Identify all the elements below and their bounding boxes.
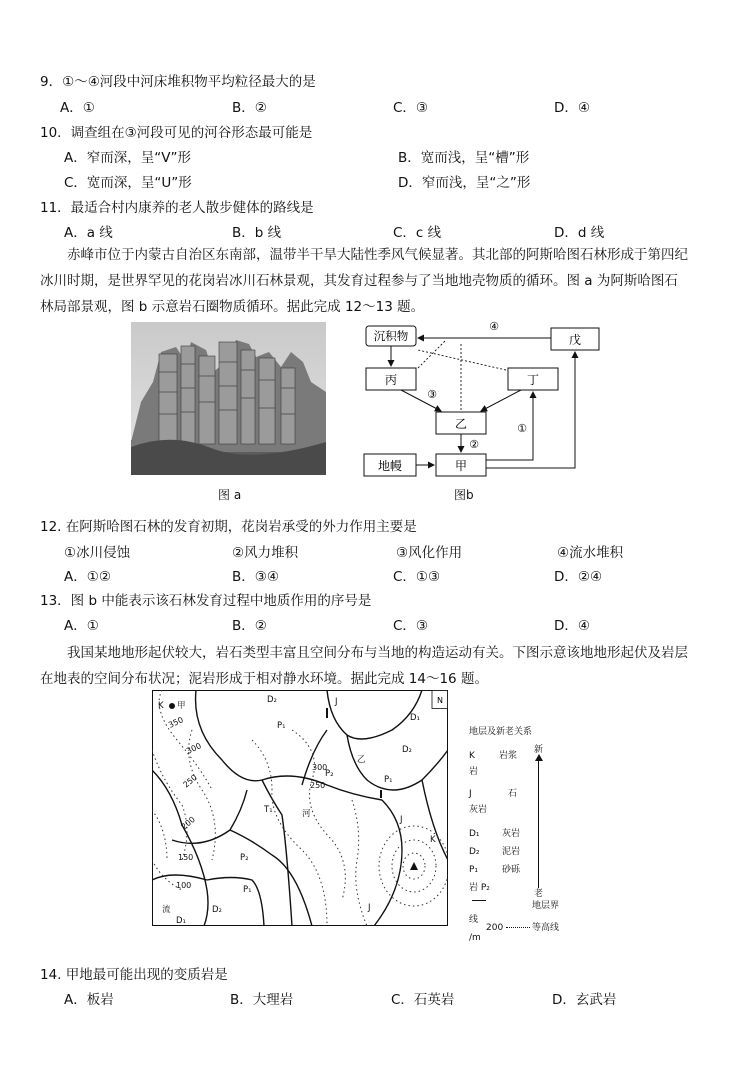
contour-300b-label: 300 bbox=[312, 763, 328, 772]
q12-item-4: ④流水堆积 bbox=[557, 545, 624, 561]
legend-row-2-name: 石 bbox=[508, 789, 518, 799]
legend-contour: 等高线 bbox=[532, 923, 560, 933]
contour-250-label: 250 bbox=[181, 772, 199, 790]
q12-item-2: ②风力堆积 bbox=[232, 545, 299, 561]
stone-forest-photo bbox=[131, 322, 326, 475]
label-P1-a: P₁ bbox=[277, 721, 286, 731]
legend-row-4-name: 灰岩 bbox=[502, 829, 521, 839]
map-legend bbox=[466, 722, 586, 954]
label-J-right: J bbox=[400, 815, 403, 825]
arrow-3-label: ③ bbox=[427, 388, 437, 401]
age-axis-arrow-icon bbox=[535, 754, 543, 761]
q10-stem: 10．调查组在③河段可见的河谷形态最可能是 bbox=[40, 125, 313, 141]
q11-option-b: B．b 线 bbox=[232, 225, 282, 241]
q12-option-c: C．①③ bbox=[393, 569, 441, 585]
legend-row-4-code: D₁ bbox=[469, 829, 480, 839]
label-yi: 乙 bbox=[357, 755, 366, 765]
q11-stem: 11．最适合村内康养的老人散步健体的路线是 bbox=[40, 200, 314, 216]
rock-cycle-diagram bbox=[356, 320, 606, 480]
bing-label: 丙 bbox=[384, 373, 398, 387]
q9-option-d: D．④ bbox=[554, 100, 590, 116]
legend-row-0-name: 岩浆 bbox=[499, 751, 518, 761]
north-arrow-icon: N bbox=[437, 696, 443, 705]
q10-option-a: A．窄而深，呈“V”形 bbox=[64, 150, 191, 166]
contour-150-label: 150 bbox=[178, 853, 194, 862]
q14-option-a: A．板岩 bbox=[64, 992, 114, 1008]
q14-option-c: C．石英岩 bbox=[391, 992, 455, 1008]
age-axis-line bbox=[538, 760, 539, 888]
label-J-top: J bbox=[335, 697, 338, 707]
q11-option-a: A．a 线 bbox=[64, 225, 113, 241]
q13-option-a: A．① bbox=[64, 618, 99, 634]
legend-line: 线 bbox=[469, 915, 479, 925]
legend-row-5-code: D₂ bbox=[469, 847, 480, 857]
label-P2-left: P₂ bbox=[240, 853, 249, 863]
arrow-4-label: ④ bbox=[489, 320, 499, 333]
boundary-line-swatch bbox=[472, 900, 486, 901]
yi-label: 乙 bbox=[454, 417, 468, 431]
arrow-1-label: ① bbox=[517, 422, 527, 435]
legend-strata-boundary: 地层界 bbox=[532, 901, 560, 911]
label-liu: 流 bbox=[162, 905, 171, 915]
q10-option-b: B．宽而浅，呈“槽”形 bbox=[398, 150, 530, 166]
intro-paragraph-chifeng: 赤峰市位于内蒙古自治区东南部，温带半干旱大陆性季风气候显著。其北部的阿斯哈图石林形成于第四纪冰川时期，是世界罕见的花岗岩冰川石林景观，其发育过程参与了当地地壳物质的循环。图 a 为阿斯哈图石林局部景观，图 b 示意岩石圈物质循环。据此完成 12～13 题。 bbox=[40, 247, 688, 315]
contour-350-label: 350 bbox=[167, 715, 185, 730]
legend-contour-value: 200 bbox=[486, 923, 504, 933]
legend-row-2-code: J bbox=[469, 789, 472, 799]
jia-label: 甲 bbox=[454, 459, 468, 473]
wu-label: 戊 bbox=[568, 333, 582, 347]
legend-row-1-code: 岩 bbox=[469, 767, 479, 777]
q12-option-d: D．②④ bbox=[554, 569, 603, 585]
label-P1-right: P₁ bbox=[384, 775, 393, 785]
q12-option-b: B．③④ bbox=[232, 569, 279, 585]
q9-option-c: C．③ bbox=[393, 100, 429, 116]
mantle-label: 地幔 bbox=[377, 459, 403, 473]
sediment-label: 沉积物 bbox=[373, 329, 409, 343]
label-K-topleft: K bbox=[158, 701, 164, 711]
q14-option-d: D．玄武岩 bbox=[552, 992, 617, 1008]
legend-title: 地层及新老关系 bbox=[469, 727, 533, 737]
legend-row-5-name: 泥岩 bbox=[502, 847, 521, 857]
label-D2-right: D₂ bbox=[402, 745, 412, 755]
q10-option-d: D．窄而浅，呈“之”形 bbox=[398, 175, 531, 191]
geologic-map bbox=[152, 690, 448, 926]
q13-option-b: B．② bbox=[232, 618, 267, 634]
contour-200-label: 200 bbox=[179, 814, 197, 832]
q13-option-d: D．④ bbox=[554, 618, 590, 634]
legend-row-6-code: P₁ bbox=[469, 865, 479, 875]
label-D2-top: D₂ bbox=[267, 695, 277, 705]
q10-option-c: C．宽而深，呈“U”形 bbox=[64, 175, 192, 191]
label-D2-bottom: D₂ bbox=[212, 905, 222, 915]
label-P2-middle: P₂ bbox=[325, 769, 334, 779]
legend-row-0-code: K bbox=[469, 751, 475, 761]
contour-250b-label: 250 bbox=[310, 781, 326, 790]
label-he: 河 bbox=[302, 809, 311, 819]
legend-old: 老 bbox=[534, 889, 544, 899]
q11-option-d: D．d 线 bbox=[554, 225, 605, 241]
q12-stem: 12. 在阿斯哈图石林的发育初期，花岗岩承受的外力作用主要是 bbox=[40, 519, 417, 535]
q12-item-1: ①冰川侵蚀 bbox=[64, 545, 131, 561]
arrow-2-label: ② bbox=[469, 438, 479, 451]
label-D1-topright: D₁ bbox=[410, 713, 420, 723]
legend-row-3-code: 灰岩 bbox=[469, 805, 488, 815]
intro-paragraph-terrain: 我国某地地形起伏较大，岩石类型丰富且空间分布与当地的构造运动有关。下图示意该地地形起伏及岩层在地表的空间分布状况；泥岩形成于相对静水环境。据此完成 14～16 题。 bbox=[40, 645, 688, 687]
q13-stem: 13．图 b 中能表示该石林发育过程中地质作用的序号是 bbox=[40, 593, 372, 609]
q11-option-c: C．c 线 bbox=[393, 225, 442, 241]
q14-stem: 14. 甲地最可能出现的变质岩是 bbox=[40, 967, 228, 983]
figure-a-caption: 图 a bbox=[218, 488, 242, 502]
legend-row-7-code: 岩 P₂ bbox=[469, 883, 490, 893]
legend-row-6-name: 砂砾 bbox=[502, 865, 521, 875]
q9-option-b: B．② bbox=[232, 100, 267, 116]
label-D1-bottom: D₁ bbox=[176, 916, 186, 926]
legend-unit: /m bbox=[469, 933, 481, 943]
contour-300-label: 300 bbox=[185, 741, 203, 756]
contour-line-swatch bbox=[506, 927, 530, 928]
label-K-right: K bbox=[430, 835, 436, 845]
q13-option-c: C．③ bbox=[393, 618, 429, 634]
location-jia-marker bbox=[169, 703, 175, 709]
label-J-bottom: J bbox=[368, 903, 371, 913]
q9-stem: 9．①～④河段中河床堆积物平均粒径最大的是 bbox=[40, 74, 316, 90]
label-P1-bottom: P₁ bbox=[243, 885, 252, 895]
figure-b-caption: 图b bbox=[454, 488, 474, 502]
q14-option-b: B．大理岩 bbox=[230, 992, 294, 1008]
contour-100-label: 100 bbox=[176, 881, 192, 890]
label-T1: T₁ bbox=[264, 805, 273, 815]
ding-label: 丁 bbox=[526, 373, 540, 387]
q12-item-3: ③风化作用 bbox=[396, 545, 463, 561]
label-jia: 甲 bbox=[177, 701, 186, 711]
legend-new: 新 bbox=[534, 745, 544, 755]
q9-option-a: A．① bbox=[60, 100, 95, 116]
q12-option-a: A．①② bbox=[64, 569, 111, 585]
